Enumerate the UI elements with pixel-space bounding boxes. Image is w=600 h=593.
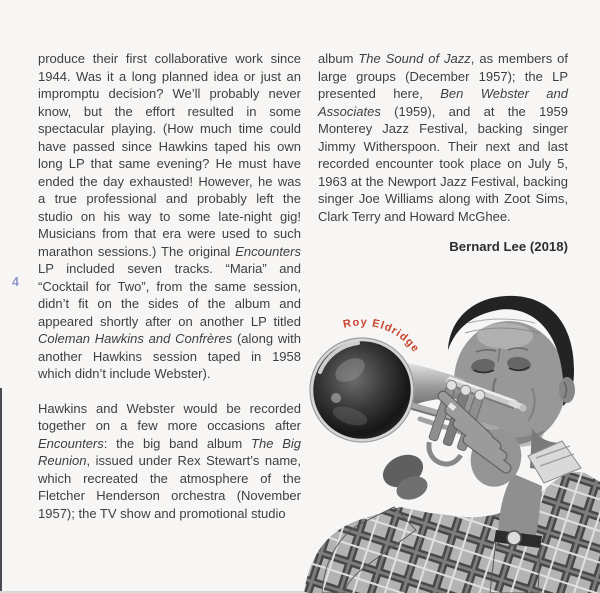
text-run: (along with another Hawkins session taped in 1958 which didn’t include Webster). bbox=[38, 331, 301, 381]
text-run: , issued under Rex Stewart’s name, which recreated the atmosphere of the Fletcher Henderson orchestra (November 1957); the TV show and promotional studio bbox=[38, 453, 301, 521]
text-run: Encounters bbox=[38, 435, 104, 451]
text-run: The Big Reunion bbox=[38, 435, 301, 468]
left-text-column bbox=[38, 50, 301, 522]
scan-edge-left bbox=[0, 388, 2, 593]
text-run: album bbox=[318, 51, 359, 66]
text-run: : the big band album bbox=[103, 435, 252, 451]
trumpet-player-illustration bbox=[300, 278, 600, 593]
text-run: Encounters bbox=[235, 243, 301, 259]
author-credit: Bernard Lee (2018) bbox=[449, 239, 568, 254]
photo-caption-text: Roy Eldridge bbox=[342, 316, 422, 356]
page-number: 4 bbox=[12, 275, 19, 289]
paragraph bbox=[318, 50, 568, 225]
paragraph bbox=[38, 50, 301, 383]
text-run: produce their first collaborative work since 1944. Was it a long planned idea or just an impromptu decision? We’ll probably never know, but the effort resulted in some spectacular playing. (How much time could have passed since Hawkins taped his own long LP that same evening? He must have ended the day exhausted! However, he was a true professional and probably left the studio on his way to some late-night gig! Musicians from that era were used to such marathon sessions.) The original bbox=[38, 51, 301, 259]
text-run: (1959), and at the 1959 Monterey Jazz Festival, backing singer Jimmy Witherspoon. Their next and last recorded encounter took place on July 5, 1963 at the Newport Jazz Festival, backing singer Joe Williams along with Zoot Sims, Clark Terry and Howard McGhee. bbox=[318, 103, 568, 224]
text-run: Coleman Hawkins and Confrères bbox=[38, 331, 233, 346]
paragraph bbox=[38, 400, 301, 523]
text-run: Hawkins and Webster would be recorded together on a few more occasions after bbox=[38, 400, 301, 433]
text-run: The Sound of Jazz bbox=[358, 51, 471, 66]
roy-eldridge-photo bbox=[300, 278, 600, 593]
right-paragraphs bbox=[318, 50, 568, 225]
left-paragraphs bbox=[38, 50, 301, 522]
text-run: , as members of large groups (December 1957); the LP presented here, bbox=[318, 51, 568, 101]
right-text-column bbox=[318, 50, 568, 256]
text-run: LP included seven tracks. “Maria” and “Cocktail for Two”, from the same session, didn’t fit on the sides of the album and appeared shortly after on another LP titled bbox=[38, 261, 301, 329]
text-run: Ben Webster and Associates bbox=[318, 86, 568, 119]
